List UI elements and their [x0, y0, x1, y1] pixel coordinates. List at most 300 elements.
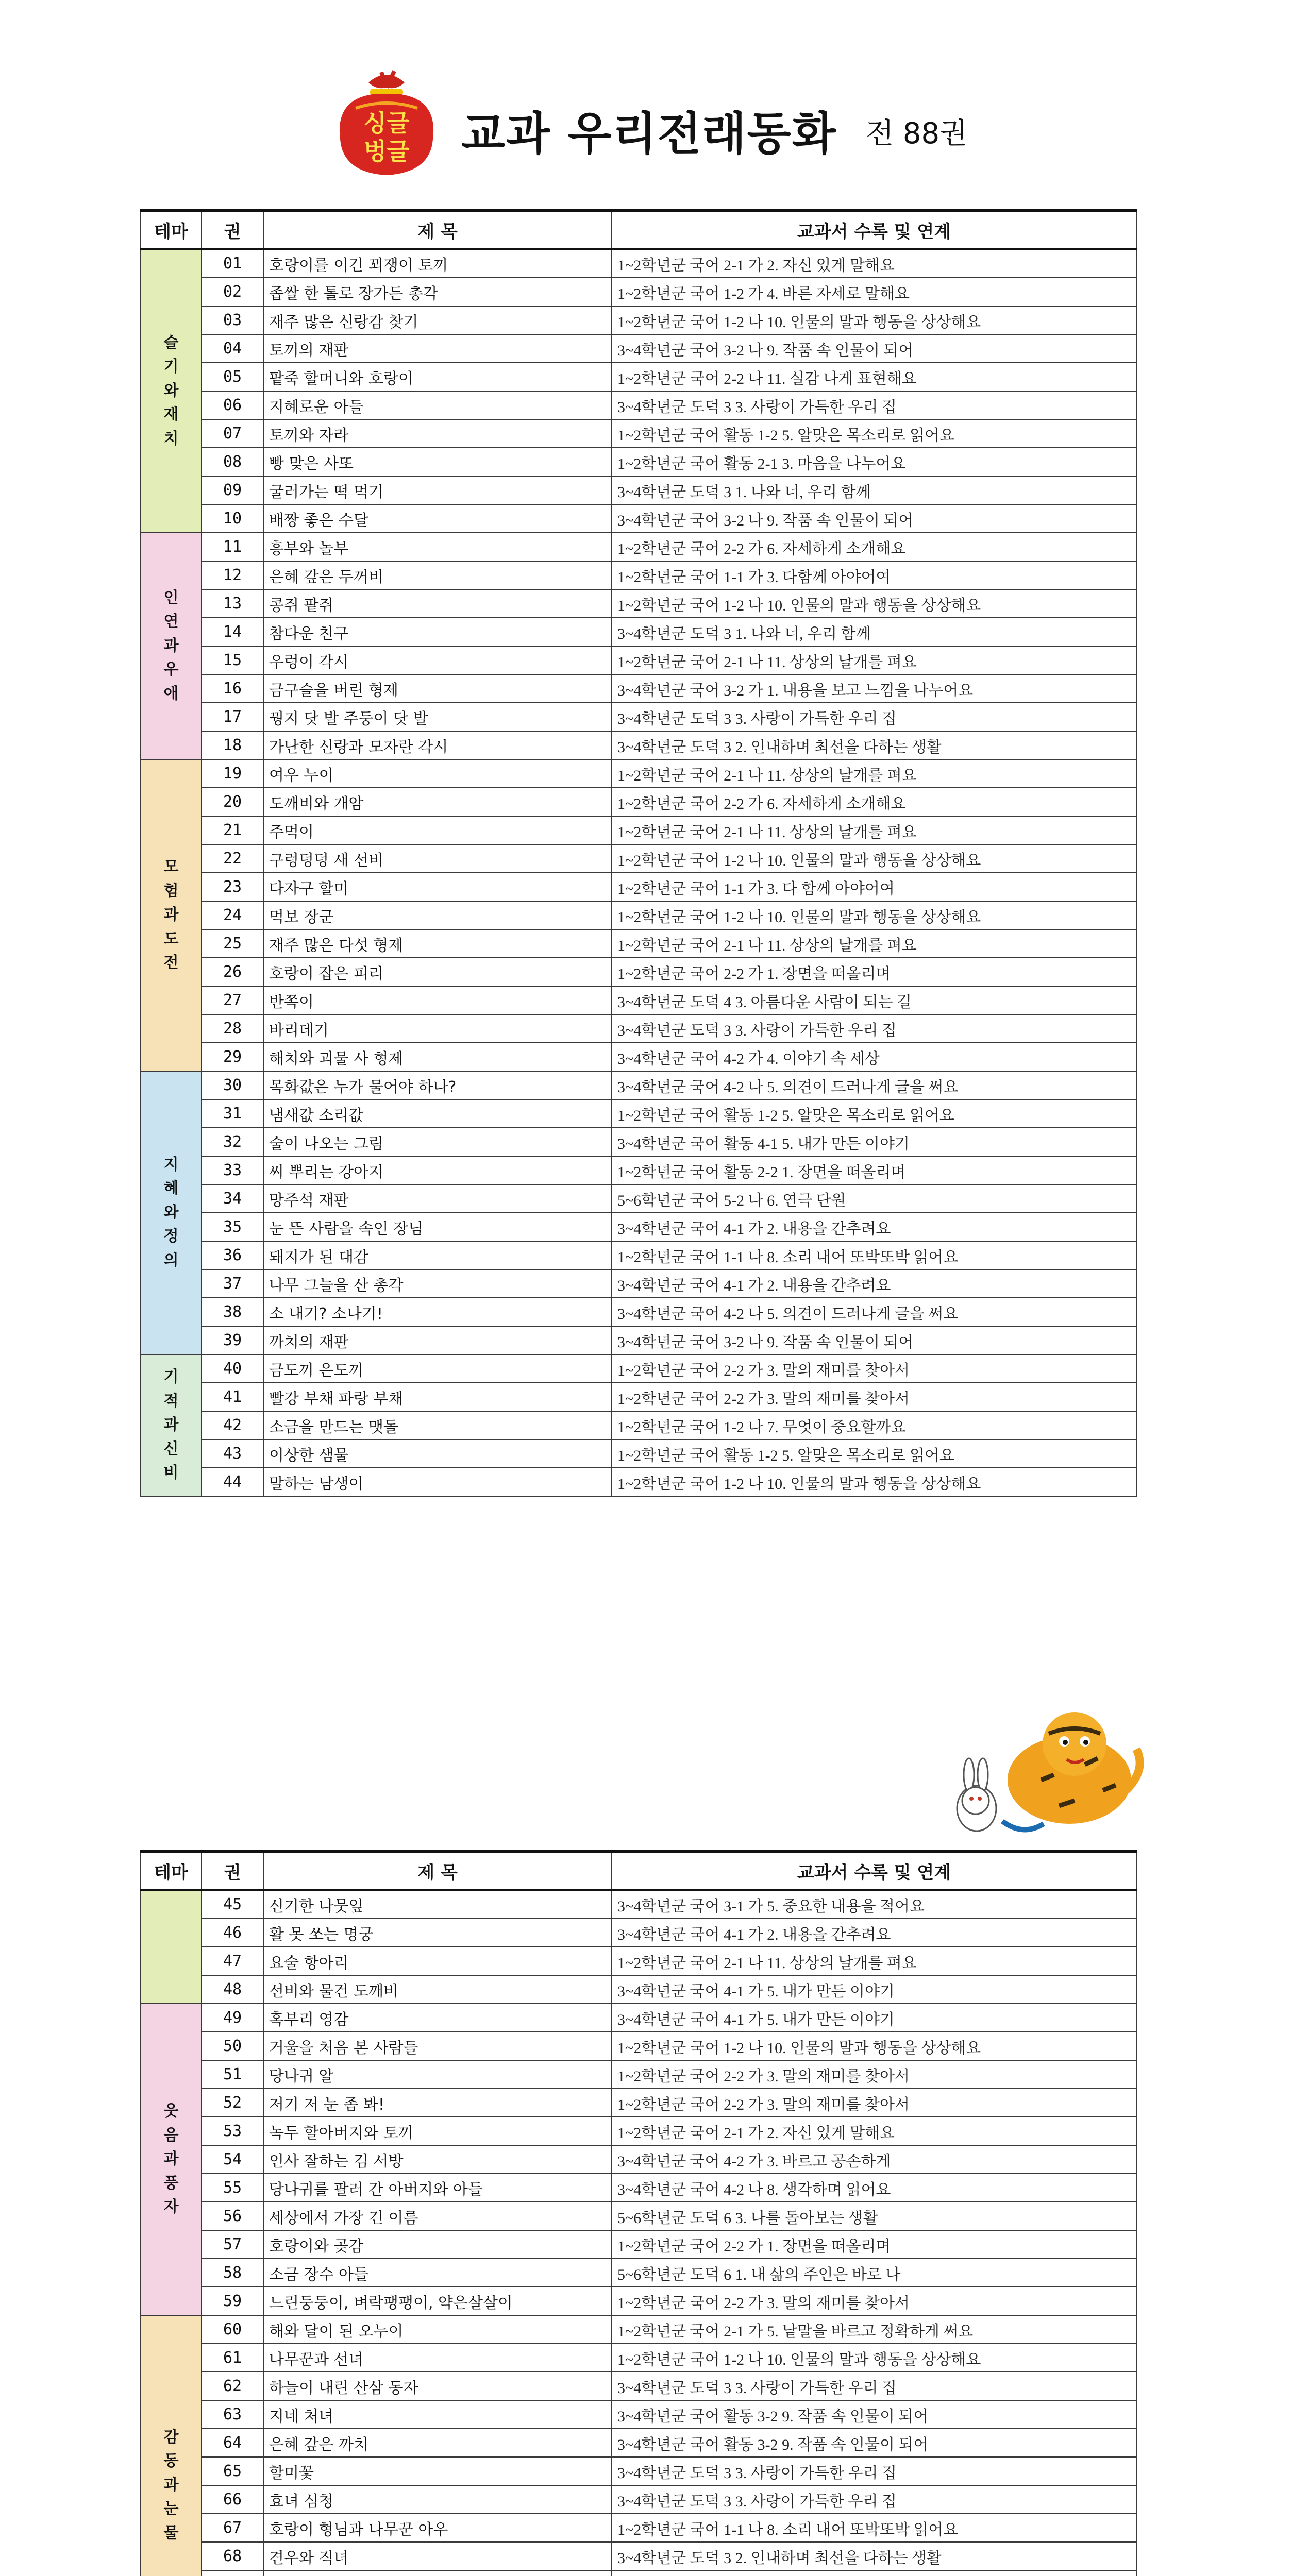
volume-number: 41: [202, 1383, 263, 1411]
curriculum-link: 1~2학년군 국어 1-2 나 7. 무엇이 중요할까요: [612, 1411, 1136, 1439]
table-row: [141, 391, 1136, 419]
curriculum-column-header: 교과서 수록 및 연계: [612, 210, 1136, 249]
catalog-table-2: [140, 1850, 1137, 2576]
volume-number: 04: [202, 334, 263, 363]
theme-cell: [141, 759, 202, 1071]
volume-number: 26: [202, 958, 263, 986]
theme-cell: [141, 1071, 202, 1354]
book-title: 당나귀 알: [263, 2060, 612, 2089]
volume-number: 28: [202, 1014, 263, 1043]
table-row: [141, 2485, 1136, 2514]
volume-number: 07: [202, 419, 263, 448]
table-row: [141, 1439, 1136, 1468]
table-row: [141, 2202, 1136, 2230]
curriculum-link: 1~2학년군 국어 2-2 가 1. 장면을 떠올리며: [612, 958, 1136, 986]
table-row: [141, 2004, 1136, 2032]
volume-number: 02: [202, 278, 263, 306]
book-title: 우렁이 각시: [263, 646, 612, 674]
volume-number: 09: [202, 476, 263, 504]
curriculum-link: 3~4학년군 도덕 3 3. 사랑이 가득한 우리 집: [612, 391, 1136, 419]
volume-number: 14: [202, 618, 263, 646]
curriculum-link: 3~4학년군 국어 활동 3-2 9. 작품 속 인물이 되어: [612, 2400, 1136, 2429]
table-row: [141, 618, 1136, 646]
book-title: 요술 항아리: [263, 1947, 612, 1975]
theme-label: 지 혜 와 정 의: [163, 1155, 179, 1269]
table-row: [141, 816, 1136, 844]
volume-number: 35: [202, 1213, 263, 1241]
table-row: [141, 1213, 1136, 1241]
book-title: 배짱 좋은 수달: [263, 504, 612, 533]
table-row: [141, 844, 1136, 873]
curriculum-link: 3~4학년군 도덕 3 3. 사랑이 가득한 우리 집: [612, 1014, 1136, 1043]
volume-number: 23: [202, 873, 263, 901]
volume-number: 19: [202, 759, 263, 788]
book-title: 지혜로운 아들: [263, 391, 612, 419]
volume-number: 08: [202, 448, 263, 476]
volume-number: [202, 2570, 263, 2576]
table-row: [141, 306, 1136, 334]
curriculum-link: 1~2학년군 국어 활동 2-2 1. 장면을 떠올리며: [612, 1156, 1136, 1184]
table-row: [141, 2570, 1136, 2576]
book-title: 씨 뿌리는 강아지: [263, 1156, 612, 1184]
book-title: 인사 잘하는 김 서방: [263, 2145, 612, 2174]
volume-number: 25: [202, 929, 263, 958]
table-row: [141, 448, 1136, 476]
volume-number: 44: [202, 1468, 263, 1496]
book-title: 호랑이를 이긴 꾀쟁이 토끼: [263, 249, 612, 278]
volume-number: 06: [202, 391, 263, 419]
curriculum-link: 1~2학년군 국어 1-1 나 8. 소리 내어 또박또박 읽어요: [612, 2514, 1136, 2542]
volume-number: 24: [202, 901, 263, 929]
curriculum-link: 3~4학년군 국어 4-1 가 2. 내용을 간추려요: [612, 1269, 1136, 1298]
curriculum-link: 3~4학년군 국어 3-2 나 9. 작품 속 인물이 되어: [612, 1326, 1136, 1354]
curriculum-link: 3~4학년군 도덕 3 3. 사랑이 가득한 우리 집: [612, 2457, 1136, 2485]
curriculum-link: 1~2학년군 국어 2-2 가 6. 자세하게 소개해요: [612, 788, 1136, 816]
volume-number: 40: [202, 1354, 263, 1383]
table-row: [141, 1919, 1136, 1947]
book-title: 여우 누이: [263, 759, 612, 788]
book-title: 소 내기? 소나기!: [263, 1298, 612, 1326]
curriculum-link: 1~2학년군 국어 활동 1-2 5. 알맞은 목소리로 읽어요: [612, 419, 1136, 448]
curriculum-link: 3~4학년군 국어 3-2 나 9. 작품 속 인물이 되어: [612, 334, 1136, 363]
table-row: [141, 1156, 1136, 1184]
curriculum-link: 1~2학년군 국어 2-1 나 11. 상상의 날개를 펴요: [612, 1947, 1136, 1975]
curriculum-link: 3~4학년군 국어 4-1 가 5. 내가 만든 이야기: [612, 1975, 1136, 2004]
table-row: [141, 1184, 1136, 1213]
table-header-row: [141, 210, 1136, 249]
volume-number: 65: [202, 2457, 263, 2485]
volume-number: 46: [202, 1919, 263, 1947]
book-title: 흥부와 놀부: [263, 533, 612, 561]
volume-number: 51: [202, 2060, 263, 2089]
book-title: 까치의 재판: [263, 1326, 612, 1354]
table-row: [141, 2089, 1136, 2117]
curriculum-link: 3~4학년군 국어 4-2 가 3. 바르고 공손하게: [612, 2145, 1136, 2174]
book-title: 견우와 직녀: [263, 2542, 612, 2570]
theme-column-header: 테마: [141, 210, 202, 249]
book-title: 굴러가는 떡 먹기: [263, 476, 612, 504]
curriculum-link: 1~2학년군 국어 2-1 가 2. 자신 있게 말해요: [612, 249, 1136, 278]
curriculum-link: 3~4학년군 국어 4-1 가 5. 내가 만든 이야기: [612, 2004, 1136, 2032]
curriculum-link: 1~2학년군 국어 1-2 나 10. 인물의 말과 행동을 상상해요: [612, 2032, 1136, 2060]
theme-cell: [141, 533, 202, 759]
curriculum-link: 1~2학년군 국어 1-1 가 3. 다함께 아야어여: [612, 561, 1136, 589]
tiger-and-rabbit-illustration: [920, 1703, 1147, 1852]
curriculum-link: 1~2학년군 국어 2-2 가 3. 말의 재미를 찾아서: [612, 2089, 1136, 2117]
table-row: [141, 1326, 1136, 1354]
table-row: [141, 759, 1136, 788]
theme-cell: [141, 2315, 202, 2576]
book-title: [263, 2570, 612, 2576]
curriculum-link: 5~6학년군 국어 5-2 나 6. 연극 단원: [612, 1184, 1136, 1213]
book-title: 하늘이 내린 산삼 동자: [263, 2372, 612, 2400]
volume-number: 62: [202, 2372, 263, 2400]
curriculum-link: 3~4학년군 도덕 3 3. 사랑이 가득한 우리 집: [612, 703, 1136, 731]
curriculum-link: 1~2학년군 국어 1-2 나 10. 인물의 말과 행동을 상상해요: [612, 901, 1136, 929]
table-row: [141, 533, 1136, 561]
volume-number: 03: [202, 306, 263, 334]
volume-number: 39: [202, 1326, 263, 1354]
curriculum-link: 5~6학년군 도덕 6 3. 나를 돌아보는 생활: [612, 2202, 1136, 2230]
book-title: 술이 나오는 그림: [263, 1128, 612, 1156]
theme-cell: [141, 249, 202, 533]
volume-count: 전 88권: [866, 117, 968, 150]
table-row: [141, 561, 1136, 589]
theme-cell: [141, 2004, 202, 2315]
title-column-header: 제 목: [263, 1851, 612, 1890]
curriculum-link: 1~2학년군 국어 2-1 가 5. 낱말을 바르고 정확하게 써요: [612, 2315, 1136, 2344]
book-title: 은혜 갚은 까치: [263, 2429, 612, 2457]
book-title: 바리데기: [263, 1014, 612, 1043]
volume-number: 61: [202, 2344, 263, 2372]
book-title: 혹부리 영감: [263, 2004, 612, 2032]
curriculum-link: 1~2학년군 국어 1-2 나 10. 인물의 말과 행동을 상상해요: [612, 1468, 1136, 1496]
curriculum-link: 3~4학년군 국어 3-1 가 5. 중요한 내용을 적어요: [612, 1890, 1136, 1919]
curriculum-link: 1~2학년군 국어 활동 2-1 3. 마음을 나누어요: [612, 448, 1136, 476]
book-title: 반쪽이: [263, 986, 612, 1014]
book-title: 팥죽 할머니와 호랑이: [263, 363, 612, 391]
theme-cell: [141, 1354, 202, 1496]
table-row: [141, 1269, 1136, 1298]
curriculum-link: 3~4학년군 도덕 3 3. 사랑이 가득한 우리 집: [612, 2372, 1136, 2400]
volume-number: 16: [202, 674, 263, 703]
book-title: 돼지가 된 대감: [263, 1241, 612, 1269]
curriculum-link: 3~4학년군 도덕 3 1. 나와 너, 우리 함께: [612, 618, 1136, 646]
book-title: 호랑이 형님과 나무꾼 아우: [263, 2514, 612, 2542]
curriculum-link: 3~4학년군 국어 활동 3-2 9. 작품 속 인물이 되어: [612, 2429, 1136, 2457]
table-row: [141, 1354, 1136, 1383]
catalog-title: 교과 우리전래동화: [461, 107, 837, 160]
curriculum-link: 1~2학년군 국어 2-2 가 6. 자세하게 소개해요: [612, 533, 1136, 561]
volume-number: 66: [202, 2485, 263, 2514]
curriculum-link: 1~2학년군 국어 2-2 가 3. 말의 재미를 찾아서: [612, 2060, 1136, 2089]
book-title: 호랑이 잡은 피리: [263, 958, 612, 986]
curriculum-link: 1~2학년군 국어 2-1 나 11. 상상의 날개를 펴요: [612, 929, 1136, 958]
curriculum-link: 1~2학년군 국어 1-2 나 10. 인물의 말과 행동을 상상해요: [612, 589, 1136, 618]
book-title: 콩쥐 팥쥐: [263, 589, 612, 618]
book-title: 주먹이: [263, 816, 612, 844]
volume-number: 05: [202, 363, 263, 391]
volume-number: 57: [202, 2230, 263, 2259]
table-row: [141, 1099, 1136, 1128]
table-header-row: [141, 1851, 1136, 1890]
svg-text:싱글: 싱글: [363, 109, 410, 137]
table-row: [141, 2032, 1136, 2060]
table-row: [141, 2174, 1136, 2202]
volume-number: 27: [202, 986, 263, 1014]
curriculum-link: 3~4학년군 국어 4-1 가 2. 내용을 간추려요: [612, 1919, 1136, 1947]
volume-number: 15: [202, 646, 263, 674]
curriculum-link: 3~4학년군 도덕 4 3. 아름다운 사람이 되는 길: [612, 986, 1136, 1014]
book-title: 빵 맞은 사또: [263, 448, 612, 476]
book-title: 소금을 만드는 맷돌: [263, 1411, 612, 1439]
book-title: 구렁덩덩 새 선비: [263, 844, 612, 873]
volume-number: 13: [202, 589, 263, 618]
volume-number: 21: [202, 816, 263, 844]
volume-number: 31: [202, 1099, 263, 1128]
table-row: [141, 2400, 1136, 2429]
book-title: 가난한 신랑과 모자란 각시: [263, 731, 612, 759]
table-row: [141, 1128, 1136, 1156]
volume-number: 17: [202, 703, 263, 731]
volume-column-header: 권: [202, 1851, 263, 1890]
volume-number: 12: [202, 561, 263, 589]
book-title: 선비와 물건 도깨비: [263, 1975, 612, 2004]
theme-column-header: 테마: [141, 1851, 202, 1890]
volume-number: 64: [202, 2429, 263, 2457]
table-row: [141, 2259, 1136, 2287]
book-title: 꿩지 닷 발 주둥이 닷 발: [263, 703, 612, 731]
table-row: [141, 278, 1136, 306]
table-row: [141, 703, 1136, 731]
volume-number: 01: [202, 249, 263, 278]
book-title: 토끼와 자라: [263, 419, 612, 448]
book-title: 세상에서 가장 긴 이름: [263, 2202, 612, 2230]
volume-number: 60: [202, 2315, 263, 2344]
volume-number: 68: [202, 2542, 263, 2570]
volume-number: 22: [202, 844, 263, 873]
curriculum-link: 3~4학년군 국어 4-2 나 5. 의견이 드러나게 글을 써요: [612, 1071, 1136, 1099]
curriculum-link: 1~2학년군 국어 활동 1-2 5. 알맞은 목소리로 읽어요: [612, 1099, 1136, 1128]
book-title: 효녀 심청: [263, 2485, 612, 2514]
volume-number: 20: [202, 788, 263, 816]
volume-number: 56: [202, 2202, 263, 2230]
table-row: [141, 2372, 1136, 2400]
volume-number: 38: [202, 1298, 263, 1326]
volume-column-header: 권: [202, 210, 263, 249]
book-title: 할미꽃: [263, 2457, 612, 2485]
curriculum-link: 3~4학년군 도덕 3 3. 사랑이 가득한 우리 집: [612, 2485, 1136, 2514]
volume-number: 18: [202, 731, 263, 759]
curriculum-link: 1~2학년군 국어 1-2 나 10. 인물의 말과 행동을 상상해요: [612, 2344, 1136, 2372]
book-title: 금구슬을 버린 형제: [263, 674, 612, 703]
table-row: [141, 589, 1136, 618]
table-row: [141, 504, 1136, 533]
table-row: [141, 674, 1136, 703]
volume-number: 43: [202, 1439, 263, 1468]
book-title: 먹보 장군: [263, 901, 612, 929]
book-title: 신기한 나뭇잎: [263, 1890, 612, 1919]
curriculum-link: 1~2학년군 국어 2-1 가 2. 자신 있게 말해요: [612, 2117, 1136, 2145]
book-title: 나무꾼과 선녀: [263, 2344, 612, 2372]
curriculum-link: 1~2학년군 국어 1-2 가 4. 바른 자세로 말해요: [612, 278, 1136, 306]
curriculum-link: 1~2학년군 국어 2-1 나 11. 상상의 날개를 펴요: [612, 816, 1136, 844]
volume-number: 47: [202, 1947, 263, 1975]
curriculum-link: 1~2학년군 국어 2-1 나 11. 상상의 날개를 펴요: [612, 646, 1136, 674]
table-row: [141, 2060, 1136, 2089]
book-title: 재주 많은 다섯 형제: [263, 929, 612, 958]
table-row: [141, 1241, 1136, 1269]
volume-number: 58: [202, 2259, 263, 2287]
table-row: [141, 249, 1136, 278]
volume-number: 52: [202, 2089, 263, 2117]
curriculum-link: 1~2학년군 국어 2-2 나 11. 실감 나게 표현해요: [612, 363, 1136, 391]
table-row: [141, 1411, 1136, 1439]
theme-label: 감 동 과 눈 물: [163, 2428, 179, 2542]
curriculum-link: [612, 2570, 1136, 2576]
book-title: 은혜 갚은 두꺼비: [263, 561, 612, 589]
curriculum-link: 1~2학년군 국어 1-1 가 3. 다 함께 아야어여: [612, 873, 1136, 901]
table-row: [141, 1468, 1136, 1496]
table-row: [141, 873, 1136, 901]
curriculum-link: 1~2학년군 국어 2-2 가 3. 말의 재미를 찾아서: [612, 1354, 1136, 1383]
title-column-header: 제 목: [263, 210, 612, 249]
curriculum-link: 3~4학년군 국어 4-1 가 2. 내용을 간추려요: [612, 1213, 1136, 1241]
volume-number: 54: [202, 2145, 263, 2174]
book-title: 나무 그늘을 산 총각: [263, 1269, 612, 1298]
book-title: 녹두 할아버지와 토끼: [263, 2117, 612, 2145]
catalog-table-1: [140, 209, 1137, 1497]
book-title: 당나귀를 팔러 간 아버지와 아들: [263, 2174, 612, 2202]
curriculum-link: 3~4학년군 도덕 3 1. 나와 너, 우리 함께: [612, 476, 1136, 504]
volume-number: 29: [202, 1043, 263, 1071]
curriculum-link: 1~2학년군 국어 1-1 나 8. 소리 내어 또박또박 읽어요: [612, 1241, 1136, 1269]
volume-number: 67: [202, 2514, 263, 2542]
curriculum-link: 1~2학년군 국어 활동 1-2 5. 알맞은 목소리로 읽어요: [612, 1439, 1136, 1468]
volume-number: 63: [202, 2400, 263, 2429]
book-title: 이상한 샘물: [263, 1439, 612, 1468]
volume-number: 10: [202, 504, 263, 533]
table-row: [141, 1947, 1136, 1975]
table-row: [141, 1890, 1136, 1919]
lucky-bag-logo: [325, 62, 448, 180]
volume-number: 34: [202, 1184, 263, 1213]
theme-cell: [141, 1890, 202, 2004]
table-row: [141, 419, 1136, 448]
table-row: [141, 334, 1136, 363]
curriculum-column-header: 교과서 수록 및 연계: [612, 1851, 1136, 1890]
table-row: [141, 1071, 1136, 1099]
table-row: [141, 2457, 1136, 2485]
book-title: 재주 많은 신랑감 찾기: [263, 306, 612, 334]
table-row: [141, 2344, 1136, 2372]
table-row: [141, 958, 1136, 986]
table-row: [141, 2315, 1136, 2344]
table-row: [141, 2230, 1136, 2259]
book-title: 냄새값 소리값: [263, 1099, 612, 1128]
book-title: 느린둥둥이, 벼락팽팽이, 약은살살이: [263, 2287, 612, 2315]
curriculum-link: 3~4학년군 국어 4-2 나 8. 생각하며 읽어요: [612, 2174, 1136, 2202]
book-title: 금도끼 은도끼: [263, 1354, 612, 1383]
volume-number: 49: [202, 2004, 263, 2032]
volume-number: 37: [202, 1269, 263, 1298]
volume-number: 53: [202, 2117, 263, 2145]
theme-label: 웃 음 과 풍 자: [163, 2102, 179, 2216]
curriculum-link: 3~4학년군 국어 활동 4-1 5. 내가 만든 이야기: [612, 1128, 1136, 1156]
volume-number: 48: [202, 1975, 263, 2004]
book-title: 목화값은 누가 물어야 하나?: [263, 1071, 612, 1099]
curriculum-link: 3~4학년군 도덕 3 2. 인내하며 최선을 다하는 생활: [612, 731, 1136, 759]
table-row: [141, 2542, 1136, 2570]
volume-number: 42: [202, 1411, 263, 1439]
table-row: [141, 646, 1136, 674]
table-row: [141, 788, 1136, 816]
curriculum-link: 3~4학년군 국어 3-2 가 1. 내용을 보고 느낌을 나누어요: [612, 674, 1136, 703]
curriculum-link: 1~2학년군 국어 1-2 나 10. 인물의 말과 행동을 상상해요: [612, 306, 1136, 334]
volume-number: 11: [202, 533, 263, 561]
curriculum-link: 3~4학년군 국어 3-2 나 9. 작품 속 인물이 되어: [612, 504, 1136, 533]
page-header: [325, 62, 1020, 180]
table-row: [141, 2429, 1136, 2457]
table-row: [141, 901, 1136, 929]
table-row: [141, 363, 1136, 391]
book-title: 참다운 친구: [263, 618, 612, 646]
book-title: 눈 뜬 사람을 속인 장님: [263, 1213, 612, 1241]
book-title: 저기 저 눈 좀 봐!: [263, 2089, 612, 2117]
book-title: 호랑이와 곶감: [263, 2230, 612, 2259]
table-row: [141, 2145, 1136, 2174]
curriculum-link: 5~6학년군 도덕 6 1. 내 삶의 주인은 바로 나: [612, 2259, 1136, 2287]
volume-number: 55: [202, 2174, 263, 2202]
table-row: [141, 986, 1136, 1014]
table-row: [141, 1298, 1136, 1326]
curriculum-link: 3~4학년군 국어 4-2 가 4. 이야기 속 세상: [612, 1043, 1136, 1071]
theme-label: 슬 기 와 재 치: [163, 333, 179, 448]
table-row: [141, 1014, 1136, 1043]
book-title: 도깨비와 개암: [263, 788, 612, 816]
curriculum-link: 1~2학년군 국어 1-2 나 10. 인물의 말과 행동을 상상해요: [612, 844, 1136, 873]
table-row: [141, 476, 1136, 504]
table-row: [141, 1043, 1136, 1071]
book-title: 말하는 남생이: [263, 1468, 612, 1496]
svg-text:벙글: 벙글: [363, 138, 410, 165]
curriculum-link: 1~2학년군 국어 2-1 나 11. 상상의 날개를 펴요: [612, 759, 1136, 788]
volume-number: 32: [202, 1128, 263, 1156]
book-title: 지네 처녀: [263, 2400, 612, 2429]
curriculum-link: 1~2학년군 국어 2-2 가 3. 말의 재미를 찾아서: [612, 2287, 1136, 2315]
book-title: 빨강 부채 파랑 부채: [263, 1383, 612, 1411]
volume-number: 30: [202, 1071, 263, 1099]
table-row: [141, 1975, 1136, 2004]
book-title: 좁쌀 한 톨로 장가든 총각: [263, 278, 612, 306]
table-row: [141, 2287, 1136, 2315]
theme-label: 모 험 과 도 전: [163, 858, 179, 972]
book-title: 거울을 처음 본 사람들: [263, 2032, 612, 2060]
book-title: 소금 장수 아들: [263, 2259, 612, 2287]
book-title: 활 못 쏘는 명궁: [263, 1919, 612, 1947]
theme-label: 인 연 과 우 애: [163, 588, 179, 703]
curriculum-link: 3~4학년군 국어 4-2 나 5. 의견이 드러나게 글을 써요: [612, 1298, 1136, 1326]
volume-number: 33: [202, 1156, 263, 1184]
curriculum-link: 1~2학년군 국어 2-2 가 3. 말의 재미를 찾아서: [612, 1383, 1136, 1411]
volume-number: 36: [202, 1241, 263, 1269]
table-row: [141, 731, 1136, 759]
book-title: 다자구 할미: [263, 873, 612, 901]
table-row: [141, 2514, 1136, 2542]
book-title: 토끼의 재판: [263, 334, 612, 363]
volume-number: 59: [202, 2287, 263, 2315]
book-title: 해치와 괴물 사 형제: [263, 1043, 612, 1071]
